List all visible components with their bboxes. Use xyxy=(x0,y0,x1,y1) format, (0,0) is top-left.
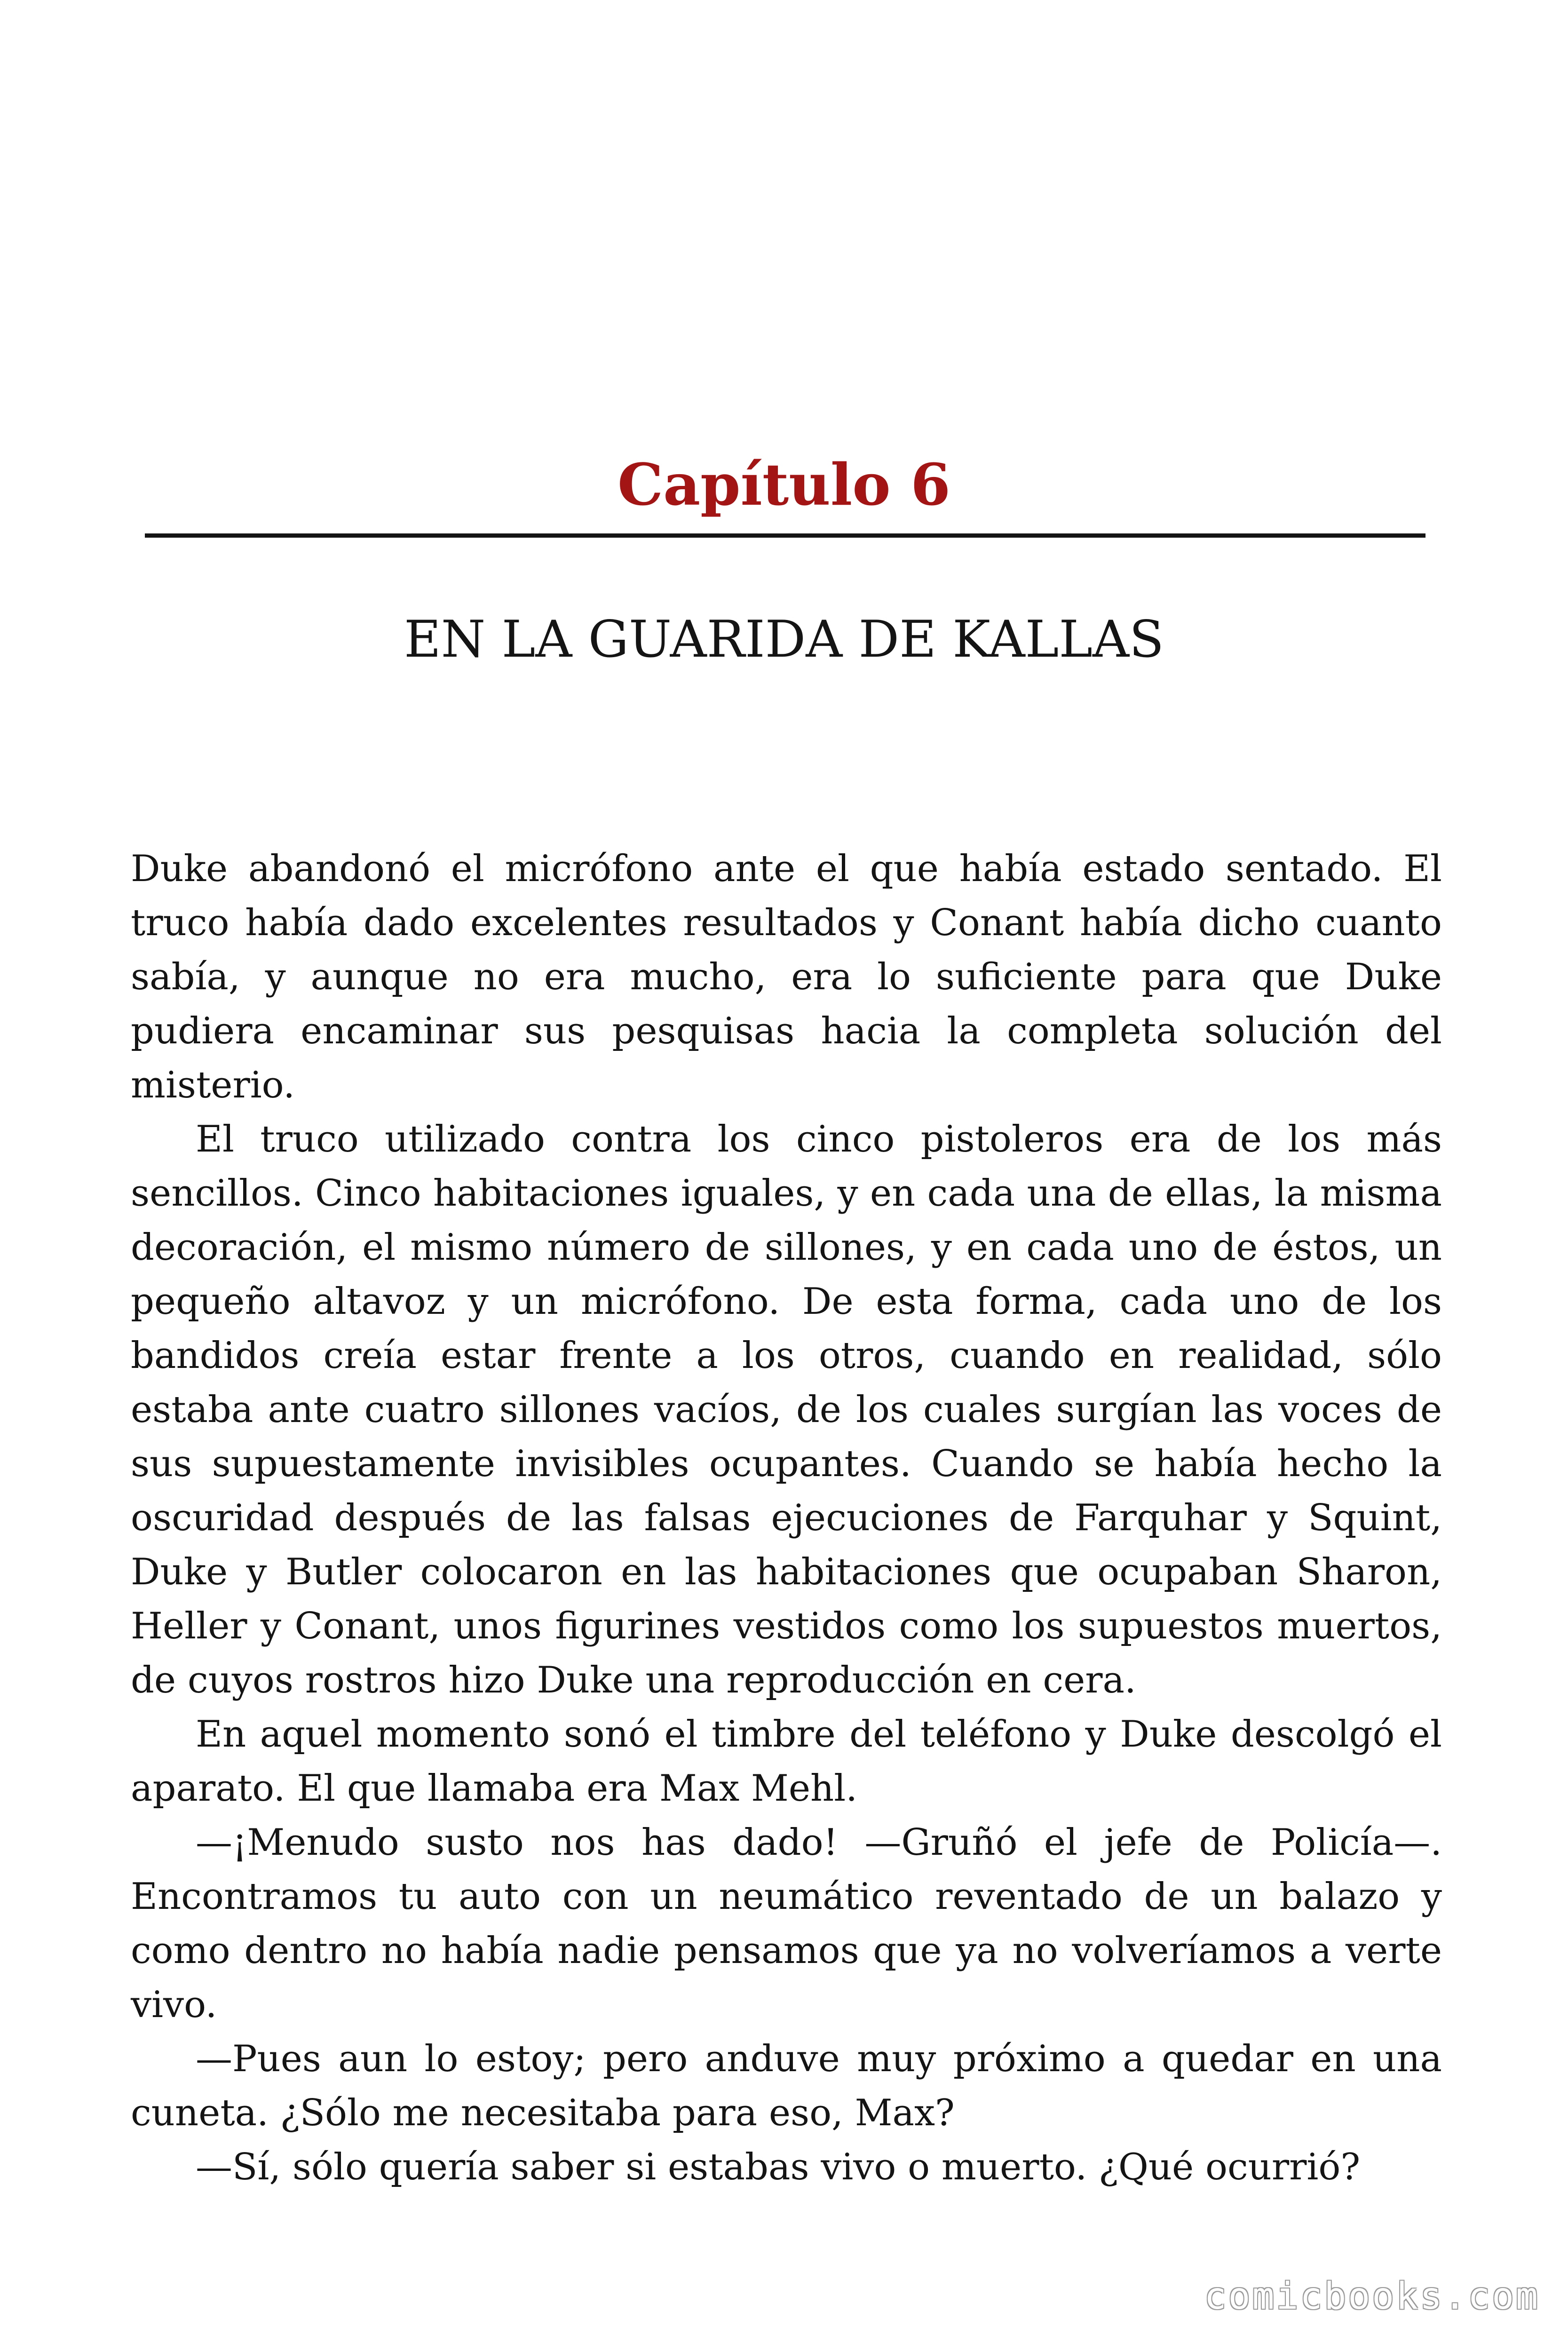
paragraph: —Sí, sólo quería saber si estabas vivo o muerto. ¿Qué ocurrió? xyxy=(196,2146,1361,2188)
paragraph: —¡Menudo susto nos has dado! —Gruñó el jefe de Policía—. Encontramos tu auto con un neumático reventado de un balazo y como dentro no había nadie pensamos que ya no volveríamos a verte vivo. xyxy=(131,1821,1442,2026)
paragraph: En aquel momento sonó el timbre del teléfono y Duke descolgó el aparato. El que llamaba era Max Mehl. xyxy=(131,1713,1442,1810)
paragraph: —Pues aun lo estoy; pero anduve muy próximo a quedar en una cuneta. ¿Sólo me necesitaba para eso, Max? xyxy=(131,2038,1442,2134)
paragraph: Duke abandonó el micrófono ante el que había estado sentado. El truco había dado excelentes resultados y Conant había dicho cuanto sabía, y aunque no era mucho, era lo suficiente para que Duke pudiera encaminar sus pesquisas hacia la completa solución del misterio. xyxy=(131,848,1442,1106)
paragraph: El truco utilizado contra los cinco pistoleros era de los más sencillos. Cinco habitaciones iguales, y en cada una de ellas, la misma decoración, el mismo número de sillones, y en cada uno de éstos, un pequeño altavoz y un micrófono. De esta forma, cada uno de los bandidos creía estar frente a los otros, cuando en realidad, sólo estaba ante cuatro sillones vacíos, de los cuales surgían las voces de sus supuestamente invisibles ocupantes. Cuando se había hecho la oscuridad después de las falsas ejecuciones de Farquhar y Squint, Duke y Butler colocaron en las habitaciones que ocupaban Sharon, Heller y Conant, unos figurines vestidos como los supuestos muertos, de cuyos rostros hizo Duke una reproducción en cera. xyxy=(131,1118,1442,1701)
site-watermark: comicbooks.com xyxy=(1204,2275,1540,2318)
chapter-body xyxy=(131,842,1442,2194)
chapter-subtitle: EN LA GUARIDA DE KALLAS xyxy=(404,610,1164,669)
chapter-title: Capítulo 6 xyxy=(618,451,950,518)
title-divider xyxy=(145,533,1425,538)
